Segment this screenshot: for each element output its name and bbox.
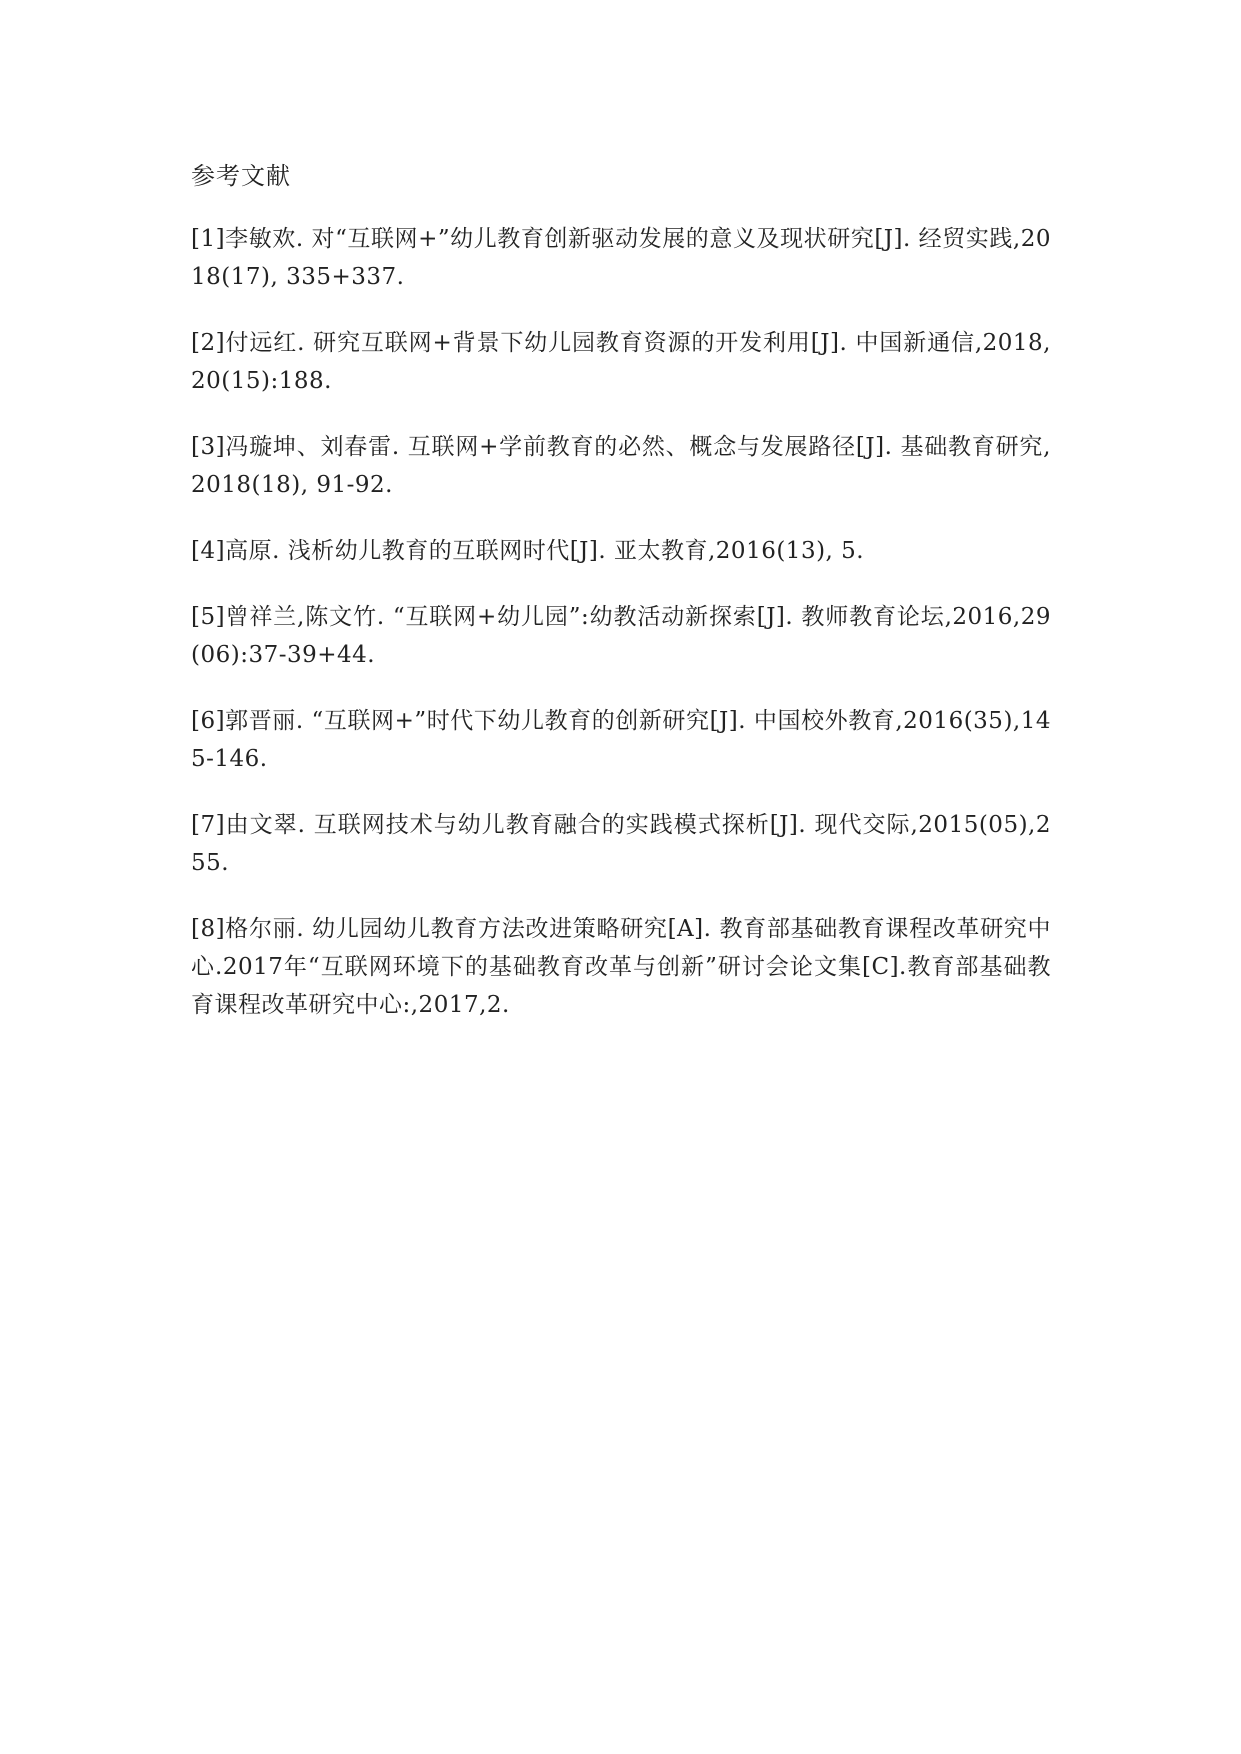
- reference-item-3: [3]冯璇坤、刘春雷. 互联网+学前教育的必然、概念与发展路径[J]. 基础教育研究,2018(18), 91-92.: [191, 434, 1051, 498]
- reference-item-6: [6]郭晋丽. “互联网+”时代下幼儿教育的创新研究[J]. 中国校外教育,2016(35),145-146.: [191, 708, 1051, 772]
- reference-item-2: [2]付远红. 研究互联网+背景下幼儿园教育资源的开发利用[J]. 中国新通信,2018,20(15):188.: [191, 330, 1051, 394]
- reference-item-1: [1]李敏欢. 对“互联网+”幼儿教育创新驱动发展的意义及现状研究[J]. 经贸实践,2018(17), 335+337.: [191, 226, 1051, 290]
- reference-list: [191, 220, 1051, 1052]
- reference-item-7: [7]由文翠. 互联网技术与幼儿教育融合的实践模式探析[J]. 现代交际,2015(05),255.: [191, 812, 1051, 876]
- reference-item-8: [8]格尔丽. 幼儿园幼儿教育方法改进策略研究[A]. 教育部基础教育课程改革研究中心.2017年“互联网环境下的基础教育改革与创新”研讨会论文集[C].教育部基础教育课程改革研究中心:,2017,2.: [191, 916, 1051, 1018]
- references-heading: 参考文献: [191, 162, 291, 190]
- reference-item-4: [4]高原. 浅析幼儿教育的互联网时代[J]. 亚太教育,2016(13), 5.: [191, 538, 865, 564]
- reference-item-5: [5]曾祥兰,陈文竹. “互联网+幼儿园”:幼教活动新探索[J]. 教师教育论坛,2016,29(06):37-39+44.: [191, 604, 1051, 668]
